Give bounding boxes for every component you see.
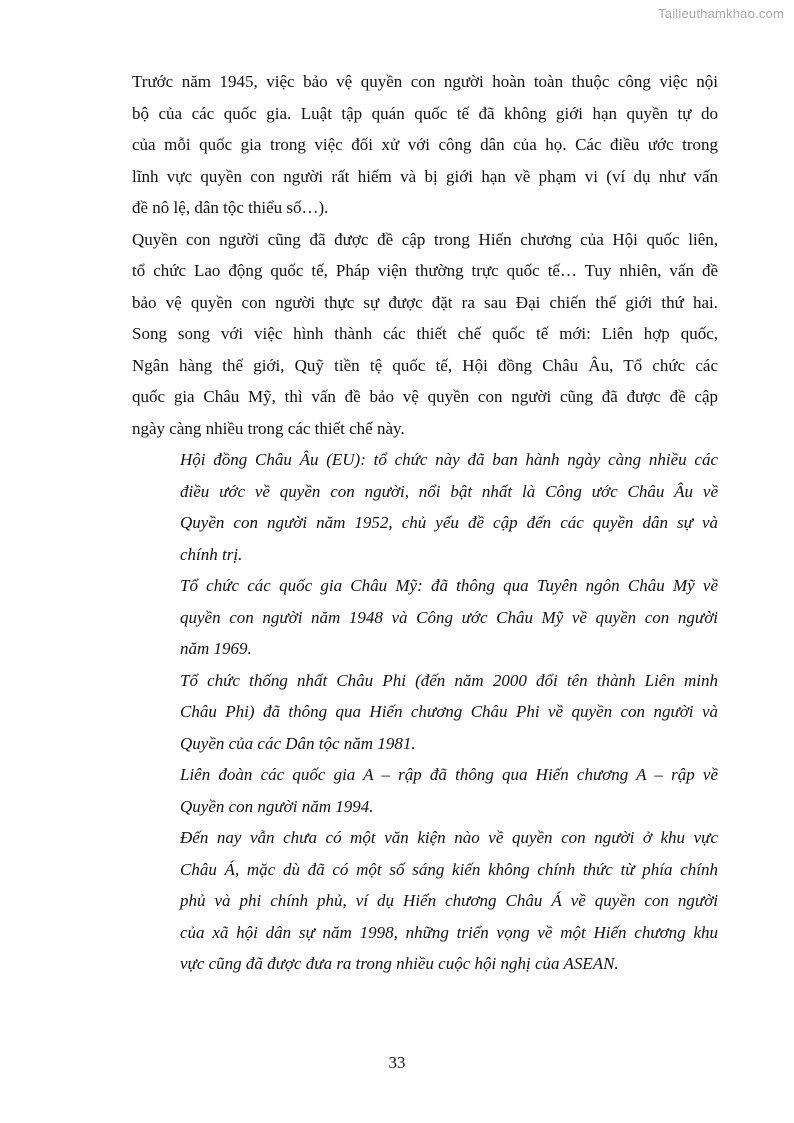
- text-line: Song song với việc hình thành các thiết chế quốc tế mới: Liên hợp quốc,: [132, 324, 718, 343]
- text-line: Tổ chức các quốc gia Châu Mỹ: đã thông qua Tuyên ngôn Châu Mỹ về: [180, 576, 718, 595]
- text-line: Đến nay vẫn chưa có một văn kiện nào về quyền con người ở khu vực: [180, 828, 718, 847]
- text-line: lĩnh vực quyền con người rất hiếm và bị giới hạn về phạm vi (ví dụ như vấn: [132, 166, 718, 186]
- text-line: năm 1969.: [180, 639, 252, 658]
- text-line: phủ và phi chính phủ, ví dụ Hiến chương Châu Á về quyền con người: [180, 891, 718, 910]
- text-line: của mỗi quốc gia trong việc đối xử với công dân của họ. Các điều ước trong: [132, 135, 718, 154]
- text-line: quốc gia Châu Mỹ, thì vấn đề bảo vệ quyền con người cũng đã được đề cập: [132, 387, 718, 406]
- text-line: Ngân hàng thế giới, Quỹ tiền tệ quốc tế, Hội đồng Châu Âu, Tổ chức các: [132, 355, 718, 375]
- text-line: Trước năm 1945, việc bảo vệ quyền con người hoàn toàn thuộc công việc nội: [132, 72, 718, 91]
- text-line: bảo vệ quyền con người thực sự được đặt ra sau Đại chiến thế giới thứ hai.: [132, 292, 718, 312]
- text-line: điều ước về quyền con người, nổi bật nhất là Công ước Châu Âu về: [180, 481, 718, 501]
- paragraph-institutions: [132, 224, 718, 445]
- text-line: ngày càng nhiều trong các thiết chế này.: [132, 418, 405, 438]
- page-number: 33: [388, 1053, 406, 1072]
- text-line: Hội đồng Châu Âu (EU): tổ chức này đã ban hành ngày càng nhiều các: [180, 450, 718, 469]
- list-item-americas: [180, 570, 718, 665]
- text-line: quyền con người năm 1948 và Công ước Châu Mỹ về quyền con người: [180, 607, 718, 627]
- text-line: Châu Á, mặc dù đã có một số sáng kiến không chính thức từ phía chính: [180, 859, 718, 879]
- document-body: [132, 66, 718, 980]
- text-line: Tổ chức thống nhất Châu Phi (đến năm 2000 đổi tên thành Liên minh: [180, 670, 718, 690]
- regional-instruments-list: [180, 444, 718, 980]
- list-item-africa: [180, 665, 718, 760]
- text-line: Quyền con người cũng đã được đề cập trong Hiến chương của Hội quốc liên,: [132, 229, 718, 249]
- text-line: Quyền con người năm 1952, chủ yếu đề cập đến các quyền dân sự và: [180, 513, 718, 532]
- text-line: Liên đoàn các quốc gia A – rập đã thông qua Hiến chương A – rập về: [180, 765, 718, 784]
- text-line: chính trị.: [180, 544, 243, 564]
- paragraph-history: [132, 66, 718, 224]
- text-line: Châu Phi) đã thông qua Hiến chương Châu Phi về quyền con người và: [180, 702, 718, 721]
- text-line: tổ chức Lao động quốc tế, Pháp viện thường trực quốc tế… Tuy nhiên, vấn đề: [132, 261, 718, 280]
- list-item-arab-league: [180, 759, 718, 822]
- text-line: Quyền của các Dân tộc năm 1981.: [180, 733, 416, 753]
- list-item-asia: [180, 822, 718, 980]
- text-line: vực cũng đã được đưa ra trong nhiều cuộc hội nghị của ASEAN.: [180, 954, 619, 973]
- text-line: bộ của các quốc gia. Luật tập quán quốc tế đã không giới hạn quyền tự do: [132, 103, 718, 123]
- text-line: đề nô lệ, dân tộc thiểu số…).: [132, 198, 329, 217]
- watermark-text: Tailieuthamkhao.com: [658, 6, 784, 21]
- text-line: của xã hội dân sự năm 1998, những triển vọng về một Hiến chương khu: [180, 922, 718, 942]
- list-item-europe: [180, 444, 718, 570]
- text-line: Quyền con người năm 1994.: [180, 796, 374, 816]
